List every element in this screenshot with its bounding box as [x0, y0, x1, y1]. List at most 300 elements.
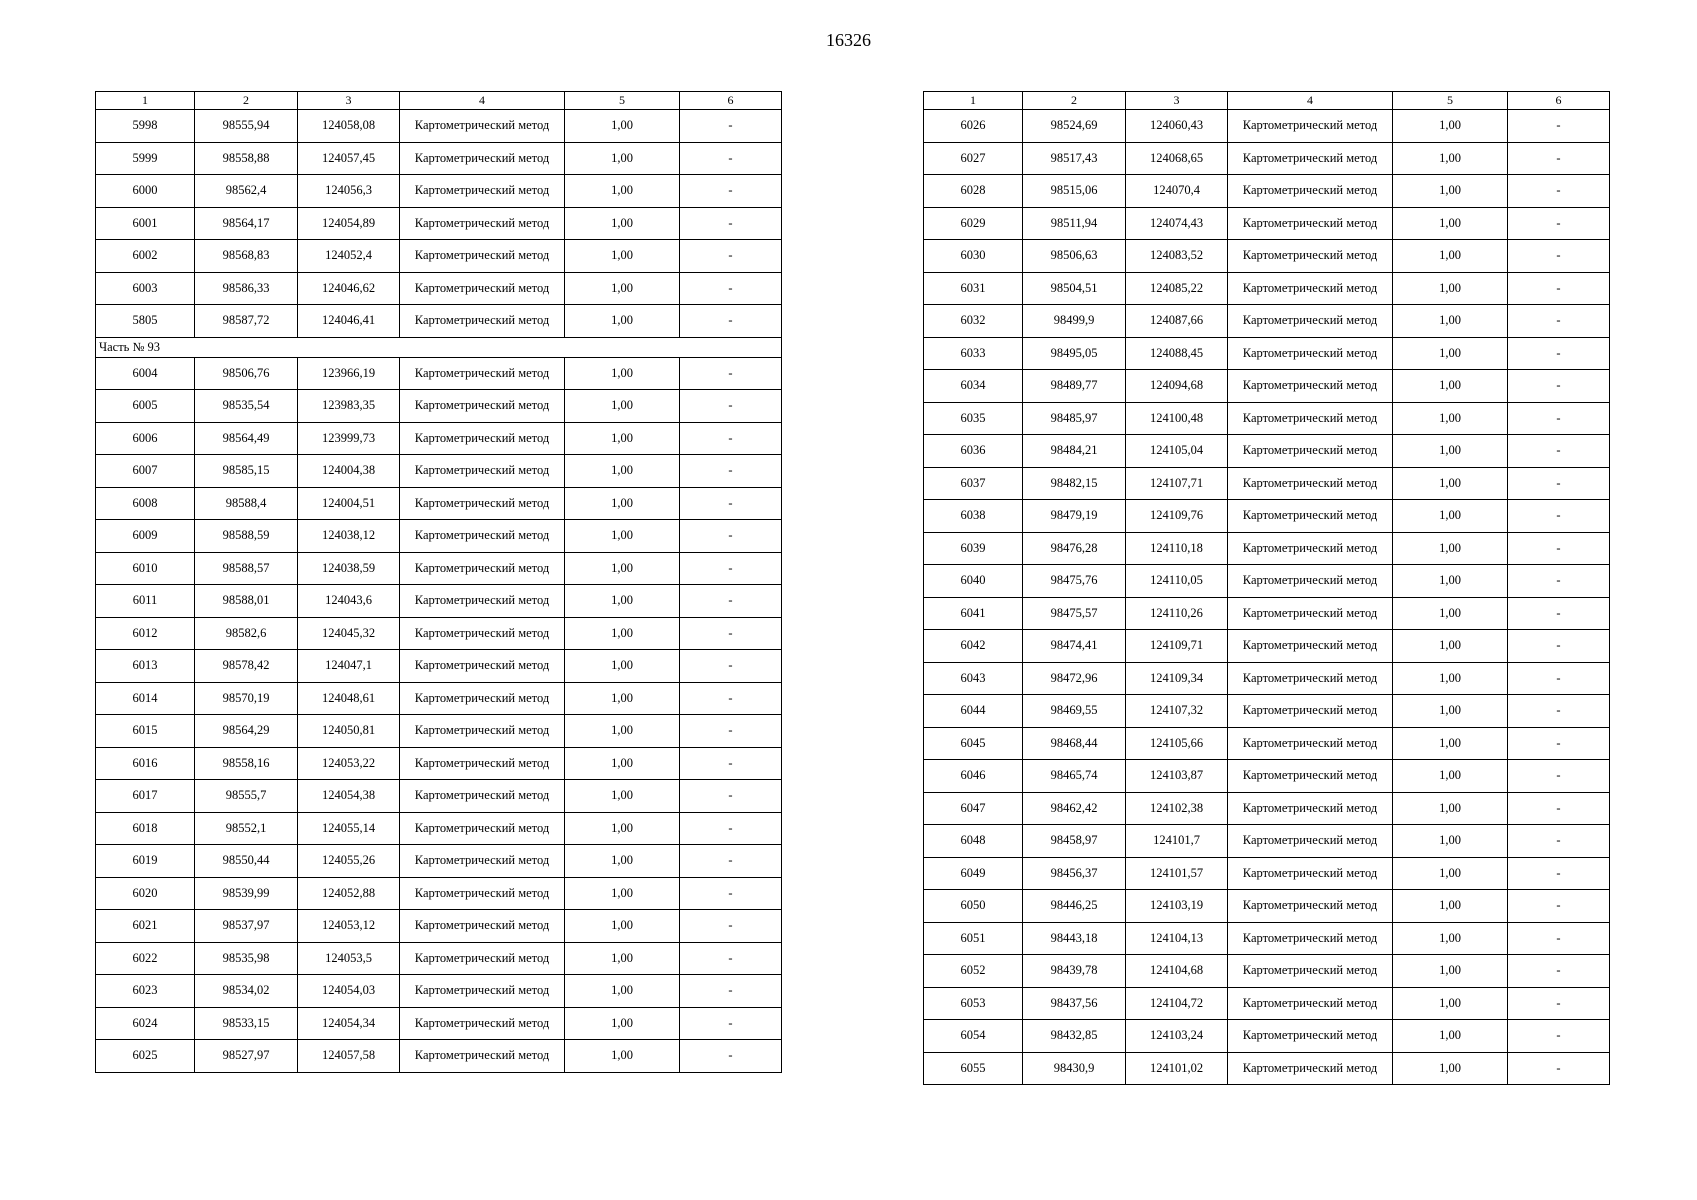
- x-coordinate-cell: 98582,6: [195, 617, 298, 650]
- method-cell: Картометрический метод: [400, 715, 565, 748]
- table-row: [96, 422, 782, 455]
- method-cell: Картометрический метод: [400, 552, 565, 585]
- note-cell: -: [1508, 467, 1610, 500]
- table-row: [96, 272, 782, 305]
- x-coordinate-cell: 98552,1: [195, 812, 298, 845]
- accuracy-cell: 1,00: [1393, 1052, 1508, 1085]
- point-number-cell: 6051: [924, 922, 1023, 955]
- table-row: [924, 922, 1610, 955]
- x-coordinate-cell: 98564,17: [195, 207, 298, 240]
- table-row: [924, 142, 1610, 175]
- note-cell: -: [1508, 857, 1610, 890]
- y-coordinate-cell: 124056,3: [298, 175, 400, 208]
- note-cell: -: [680, 455, 782, 488]
- point-number-cell: 6015: [96, 715, 195, 748]
- note-cell: -: [680, 585, 782, 618]
- point-number-cell: 6043: [924, 662, 1023, 695]
- point-number-cell: 5998: [96, 110, 195, 143]
- y-coordinate-cell: 124101,7: [1126, 825, 1228, 858]
- point-number-cell: 6029: [924, 207, 1023, 240]
- note-cell: -: [1508, 207, 1610, 240]
- y-coordinate-cell: 124103,24: [1126, 1020, 1228, 1053]
- y-coordinate-cell: 124103,87: [1126, 760, 1228, 793]
- point-number-cell: 6036: [924, 435, 1023, 468]
- accuracy-cell: 1,00: [565, 455, 680, 488]
- x-coordinate-cell: 98588,57: [195, 552, 298, 585]
- method-cell: Картометрический метод: [1228, 337, 1393, 370]
- table-row: [96, 747, 782, 780]
- accuracy-cell: 1,00: [1393, 662, 1508, 695]
- point-number-cell: 6026: [924, 110, 1023, 143]
- method-cell: Картометрический метод: [1228, 532, 1393, 565]
- accuracy-cell: 1,00: [1393, 402, 1508, 435]
- y-coordinate-cell: 124004,51: [298, 487, 400, 520]
- method-cell: Картометрический метод: [400, 942, 565, 975]
- x-coordinate-cell: 98515,06: [1023, 175, 1126, 208]
- y-coordinate-cell: 123983,35: [298, 390, 400, 423]
- method-cell: Картометрический метод: [400, 975, 565, 1008]
- note-cell: -: [1508, 760, 1610, 793]
- accuracy-cell: 1,00: [1393, 175, 1508, 208]
- method-cell: Картометрический метод: [400, 142, 565, 175]
- table-row: [924, 402, 1610, 435]
- x-coordinate-cell: 98517,43: [1023, 142, 1126, 175]
- note-cell: -: [680, 357, 782, 390]
- point-number-cell: 6045: [924, 727, 1023, 760]
- accuracy-cell: 1,00: [565, 240, 680, 273]
- method-cell: Картометрический метод: [1228, 110, 1393, 143]
- note-cell: -: [680, 272, 782, 305]
- table-row: [924, 662, 1610, 695]
- x-coordinate-cell: 98539,99: [195, 877, 298, 910]
- column-header-6: 6: [680, 92, 782, 110]
- method-cell: Картометрический метод: [1228, 955, 1393, 988]
- accuracy-cell: 1,00: [565, 1040, 680, 1073]
- accuracy-cell: 1,00: [1393, 792, 1508, 825]
- page-number: 16326: [826, 30, 871, 50]
- note-cell: -: [1508, 727, 1610, 760]
- point-number-cell: 6030: [924, 240, 1023, 273]
- method-cell: Картометрический метод: [400, 390, 565, 423]
- table-row: [924, 955, 1610, 988]
- table-row: [924, 1052, 1610, 1085]
- x-coordinate-cell: 98479,19: [1023, 500, 1126, 533]
- table-row: [96, 617, 782, 650]
- x-coordinate-cell: 98588,4: [195, 487, 298, 520]
- x-coordinate-cell: 98511,94: [1023, 207, 1126, 240]
- method-cell: Картометрический метод: [400, 455, 565, 488]
- y-coordinate-cell: 124057,45: [298, 142, 400, 175]
- point-number-cell: 6014: [96, 682, 195, 715]
- point-number-cell: 6004: [96, 357, 195, 390]
- table-row: [96, 877, 782, 910]
- y-coordinate-cell: 124004,38: [298, 455, 400, 488]
- table-row: [924, 760, 1610, 793]
- x-coordinate-cell: 98482,15: [1023, 467, 1126, 500]
- y-coordinate-cell: 124107,71: [1126, 467, 1228, 500]
- point-number-cell: 6044: [924, 695, 1023, 728]
- note-cell: -: [1508, 890, 1610, 923]
- note-cell: -: [1508, 1052, 1610, 1085]
- table-row: [96, 715, 782, 748]
- method-cell: Картометрический метод: [400, 272, 565, 305]
- y-coordinate-cell: 124104,13: [1126, 922, 1228, 955]
- x-coordinate-cell: 98476,28: [1023, 532, 1126, 565]
- y-coordinate-cell: 124110,26: [1126, 597, 1228, 630]
- x-coordinate-cell: 98564,29: [195, 715, 298, 748]
- column-header-4: 4: [400, 92, 565, 110]
- note-cell: -: [680, 877, 782, 910]
- note-cell: -: [680, 975, 782, 1008]
- table-row: [96, 357, 782, 390]
- method-cell: Картометрический метод: [400, 487, 565, 520]
- accuracy-cell: 1,00: [565, 650, 680, 683]
- method-cell: Картометрический метод: [400, 357, 565, 390]
- accuracy-cell: 1,00: [565, 877, 680, 910]
- x-coordinate-cell: 98504,51: [1023, 272, 1126, 305]
- note-cell: -: [680, 617, 782, 650]
- note-cell: -: [1508, 792, 1610, 825]
- x-coordinate-cell: 98555,94: [195, 110, 298, 143]
- table-row: [924, 792, 1610, 825]
- point-number-cell: 6008: [96, 487, 195, 520]
- column-header-3: 3: [1126, 92, 1228, 110]
- note-cell: -: [1508, 922, 1610, 955]
- x-coordinate-cell: 98484,21: [1023, 435, 1126, 468]
- note-cell: -: [1508, 662, 1610, 695]
- point-number-cell: 6023: [96, 975, 195, 1008]
- section-row: [96, 337, 782, 357]
- note-cell: -: [1508, 305, 1610, 338]
- x-coordinate-cell: 98570,19: [195, 682, 298, 715]
- y-coordinate-cell: 124053,5: [298, 942, 400, 975]
- method-cell: Картометрический метод: [400, 780, 565, 813]
- method-cell: Картометрический метод: [400, 617, 565, 650]
- point-number-cell: 6035: [924, 402, 1023, 435]
- method-cell: Картометрический метод: [1228, 727, 1393, 760]
- x-coordinate-cell: 98443,18: [1023, 922, 1126, 955]
- note-cell: -: [1508, 370, 1610, 403]
- point-number-cell: 6003: [96, 272, 195, 305]
- y-coordinate-cell: 124088,45: [1126, 337, 1228, 370]
- table-row: [96, 975, 782, 1008]
- table-row: [96, 207, 782, 240]
- accuracy-cell: 1,00: [1393, 890, 1508, 923]
- method-cell: Картометрический метод: [400, 1040, 565, 1073]
- note-cell: -: [680, 747, 782, 780]
- x-coordinate-cell: 98550,44: [195, 845, 298, 878]
- accuracy-cell: 1,00: [1393, 955, 1508, 988]
- method-cell: Картометрический метод: [400, 585, 565, 618]
- note-cell: -: [680, 715, 782, 748]
- x-coordinate-cell: 98587,72: [195, 305, 298, 338]
- point-number-cell: 6033: [924, 337, 1023, 370]
- y-coordinate-cell: 124109,76: [1126, 500, 1228, 533]
- note-cell: -: [1508, 695, 1610, 728]
- point-number-cell: 6032: [924, 305, 1023, 338]
- table-row: [924, 175, 1610, 208]
- y-coordinate-cell: 124060,43: [1126, 110, 1228, 143]
- x-coordinate-cell: 98558,16: [195, 747, 298, 780]
- note-cell: -: [1508, 142, 1610, 175]
- method-cell: Картометрический метод: [1228, 565, 1393, 598]
- table-row: [96, 520, 782, 553]
- y-coordinate-cell: 123966,19: [298, 357, 400, 390]
- x-coordinate-cell: 98537,97: [195, 910, 298, 943]
- table-row: [924, 597, 1610, 630]
- x-coordinate-cell: 98499,9: [1023, 305, 1126, 338]
- accuracy-cell: 1,00: [565, 780, 680, 813]
- column-header-2: 2: [1023, 92, 1126, 110]
- accuracy-cell: 1,00: [565, 305, 680, 338]
- note-cell: -: [680, 110, 782, 143]
- y-coordinate-cell: 124054,34: [298, 1007, 400, 1040]
- accuracy-cell: 1,00: [1393, 337, 1508, 370]
- x-coordinate-cell: 98474,41: [1023, 630, 1126, 663]
- method-cell: Картометрический метод: [400, 812, 565, 845]
- y-coordinate-cell: 124104,72: [1126, 987, 1228, 1020]
- accuracy-cell: 1,00: [1393, 825, 1508, 858]
- point-number-cell: 6016: [96, 747, 195, 780]
- method-cell: Картометрический метод: [1228, 857, 1393, 890]
- x-coordinate-cell: 98432,85: [1023, 1020, 1126, 1053]
- table-row: [96, 845, 782, 878]
- point-number-cell: 6050: [924, 890, 1023, 923]
- note-cell: -: [1508, 987, 1610, 1020]
- y-coordinate-cell: 124109,71: [1126, 630, 1228, 663]
- table-row: [96, 910, 782, 943]
- table-row: [924, 337, 1610, 370]
- method-cell: Картометрический метод: [1228, 597, 1393, 630]
- table-row: [924, 727, 1610, 760]
- point-number-cell: 6049: [924, 857, 1023, 890]
- note-cell: -: [680, 1007, 782, 1040]
- coordinates-table-right: [923, 91, 1610, 1085]
- x-coordinate-cell: 98588,01: [195, 585, 298, 618]
- y-coordinate-cell: 124101,02: [1126, 1052, 1228, 1085]
- method-cell: Картометрический метод: [400, 845, 565, 878]
- table-row: [924, 857, 1610, 890]
- note-cell: -: [1508, 435, 1610, 468]
- accuracy-cell: 1,00: [565, 520, 680, 553]
- table-row: [96, 812, 782, 845]
- method-cell: Картометрический метод: [1228, 825, 1393, 858]
- point-number-cell: 6048: [924, 825, 1023, 858]
- accuracy-cell: 1,00: [565, 812, 680, 845]
- table-row: [924, 532, 1610, 565]
- x-coordinate-cell: 98489,77: [1023, 370, 1126, 403]
- method-cell: Картометрический метод: [400, 910, 565, 943]
- y-coordinate-cell: 124109,34: [1126, 662, 1228, 695]
- point-number-cell: 6034: [924, 370, 1023, 403]
- y-coordinate-cell: 124055,14: [298, 812, 400, 845]
- table-row: [924, 110, 1610, 143]
- x-coordinate-cell: 98475,76: [1023, 565, 1126, 598]
- accuracy-cell: 1,00: [1393, 597, 1508, 630]
- x-coordinate-cell: 98506,76: [195, 357, 298, 390]
- point-number-cell: 6018: [96, 812, 195, 845]
- accuracy-cell: 1,00: [565, 357, 680, 390]
- table-row: [96, 942, 782, 975]
- point-number-cell: 6013: [96, 650, 195, 683]
- column-header-6: 6: [1508, 92, 1610, 110]
- accuracy-cell: 1,00: [1393, 500, 1508, 533]
- method-cell: Картометрический метод: [400, 207, 565, 240]
- accuracy-cell: 1,00: [1393, 467, 1508, 500]
- column-header-1: 1: [924, 92, 1023, 110]
- point-number-cell: 6002: [96, 240, 195, 273]
- column-header-5: 5: [565, 92, 680, 110]
- accuracy-cell: 1,00: [565, 910, 680, 943]
- method-cell: Картометрический метод: [1228, 467, 1393, 500]
- note-cell: -: [1508, 500, 1610, 533]
- table-row: [96, 455, 782, 488]
- table-header-row: [96, 92, 782, 110]
- y-coordinate-cell: 124046,41: [298, 305, 400, 338]
- point-number-cell: 6006: [96, 422, 195, 455]
- y-coordinate-cell: 124054,03: [298, 975, 400, 1008]
- table-row: [96, 142, 782, 175]
- method-cell: Картометрический метод: [1228, 402, 1393, 435]
- method-cell: Картометрический метод: [1228, 500, 1393, 533]
- point-number-cell: 6017: [96, 780, 195, 813]
- note-cell: -: [680, 845, 782, 878]
- table-row: [924, 500, 1610, 533]
- x-coordinate-cell: 98485,97: [1023, 402, 1126, 435]
- y-coordinate-cell: 124105,66: [1126, 727, 1228, 760]
- note-cell: -: [680, 812, 782, 845]
- y-coordinate-cell: 124043,6: [298, 585, 400, 618]
- table-row: [924, 565, 1610, 598]
- accuracy-cell: 1,00: [1393, 695, 1508, 728]
- method-cell: Картометрический метод: [400, 877, 565, 910]
- accuracy-cell: 1,00: [565, 975, 680, 1008]
- x-coordinate-cell: 98469,55: [1023, 695, 1126, 728]
- note-cell: -: [680, 1040, 782, 1073]
- x-coordinate-cell: 98437,56: [1023, 987, 1126, 1020]
- point-number-cell: 6009: [96, 520, 195, 553]
- x-coordinate-cell: 98472,96: [1023, 662, 1126, 695]
- method-cell: Картометрический метод: [400, 240, 565, 273]
- point-number-cell: 6024: [96, 1007, 195, 1040]
- method-cell: Картометрический метод: [400, 682, 565, 715]
- method-cell: Картометрический метод: [400, 650, 565, 683]
- x-coordinate-cell: 98533,15: [195, 1007, 298, 1040]
- note-cell: -: [680, 487, 782, 520]
- accuracy-cell: 1,00: [1393, 110, 1508, 143]
- point-number-cell: 6025: [96, 1040, 195, 1073]
- y-coordinate-cell: 124085,22: [1126, 272, 1228, 305]
- y-coordinate-cell: 124104,68: [1126, 955, 1228, 988]
- method-cell: Картометрический метод: [1228, 922, 1393, 955]
- table-row: [96, 487, 782, 520]
- note-cell: -: [680, 305, 782, 338]
- y-coordinate-cell: 124057,58: [298, 1040, 400, 1073]
- table-row: [96, 585, 782, 618]
- method-cell: Картометрический метод: [1228, 760, 1393, 793]
- method-cell: Картометрический метод: [400, 422, 565, 455]
- table-row: [924, 695, 1610, 728]
- y-coordinate-cell: 124107,32: [1126, 695, 1228, 728]
- x-coordinate-cell: 98468,44: [1023, 727, 1126, 760]
- accuracy-cell: 1,00: [1393, 760, 1508, 793]
- accuracy-cell: 1,00: [1393, 207, 1508, 240]
- point-number-cell: 6047: [924, 792, 1023, 825]
- accuracy-cell: 1,00: [565, 272, 680, 305]
- table-row: [924, 987, 1610, 1020]
- x-coordinate-cell: 98586,33: [195, 272, 298, 305]
- accuracy-cell: 1,00: [565, 142, 680, 175]
- x-coordinate-cell: 98562,4: [195, 175, 298, 208]
- accuracy-cell: 1,00: [1393, 435, 1508, 468]
- table-row: [924, 207, 1610, 240]
- note-cell: -: [1508, 175, 1610, 208]
- point-number-cell: 5805: [96, 305, 195, 338]
- note-cell: -: [680, 682, 782, 715]
- accuracy-cell: 1,00: [565, 845, 680, 878]
- accuracy-cell: 1,00: [565, 552, 680, 585]
- coordinates-table-left: [95, 91, 782, 1073]
- y-coordinate-cell: 124070,4: [1126, 175, 1228, 208]
- y-coordinate-cell: 124047,1: [298, 650, 400, 683]
- point-number-cell: 6054: [924, 1020, 1023, 1053]
- accuracy-cell: 1,00: [1393, 727, 1508, 760]
- method-cell: Картометрический метод: [1228, 890, 1393, 923]
- y-coordinate-cell: 124053,22: [298, 747, 400, 780]
- note-cell: -: [1508, 110, 1610, 143]
- y-coordinate-cell: 124045,32: [298, 617, 400, 650]
- method-cell: Картометрический метод: [1228, 662, 1393, 695]
- method-cell: Картометрический метод: [400, 305, 565, 338]
- table-row: [96, 1007, 782, 1040]
- point-number-cell: 6042: [924, 630, 1023, 663]
- accuracy-cell: 1,00: [1393, 305, 1508, 338]
- note-cell: -: [680, 207, 782, 240]
- point-number-cell: 6007: [96, 455, 195, 488]
- x-coordinate-cell: 98558,88: [195, 142, 298, 175]
- y-coordinate-cell: 124074,43: [1126, 207, 1228, 240]
- y-coordinate-cell: 124102,38: [1126, 792, 1228, 825]
- accuracy-cell: 1,00: [1393, 142, 1508, 175]
- y-coordinate-cell: 124052,4: [298, 240, 400, 273]
- x-coordinate-cell: 98578,42: [195, 650, 298, 683]
- note-cell: -: [680, 780, 782, 813]
- point-number-cell: 6046: [924, 760, 1023, 793]
- note-cell: -: [1508, 825, 1610, 858]
- column-header-1: 1: [96, 92, 195, 110]
- y-coordinate-cell: 124052,88: [298, 877, 400, 910]
- y-coordinate-cell: 124100,48: [1126, 402, 1228, 435]
- x-coordinate-cell: 98475,57: [1023, 597, 1126, 630]
- note-cell: -: [1508, 565, 1610, 598]
- accuracy-cell: 1,00: [565, 942, 680, 975]
- column-header-3: 3: [298, 92, 400, 110]
- x-coordinate-cell: 98462,42: [1023, 792, 1126, 825]
- table-row: [96, 552, 782, 585]
- x-coordinate-cell: 98439,78: [1023, 955, 1126, 988]
- method-cell: Картометрический метод: [1228, 792, 1393, 825]
- point-number-cell: 6041: [924, 597, 1023, 630]
- table-row: [924, 305, 1610, 338]
- accuracy-cell: 1,00: [565, 747, 680, 780]
- y-coordinate-cell: 124038,59: [298, 552, 400, 585]
- note-cell: -: [680, 520, 782, 553]
- method-cell: Картометрический метод: [1228, 305, 1393, 338]
- column-header-4: 4: [1228, 92, 1393, 110]
- table-row: [924, 630, 1610, 663]
- point-number-cell: 6027: [924, 142, 1023, 175]
- method-cell: Картометрический метод: [1228, 1020, 1393, 1053]
